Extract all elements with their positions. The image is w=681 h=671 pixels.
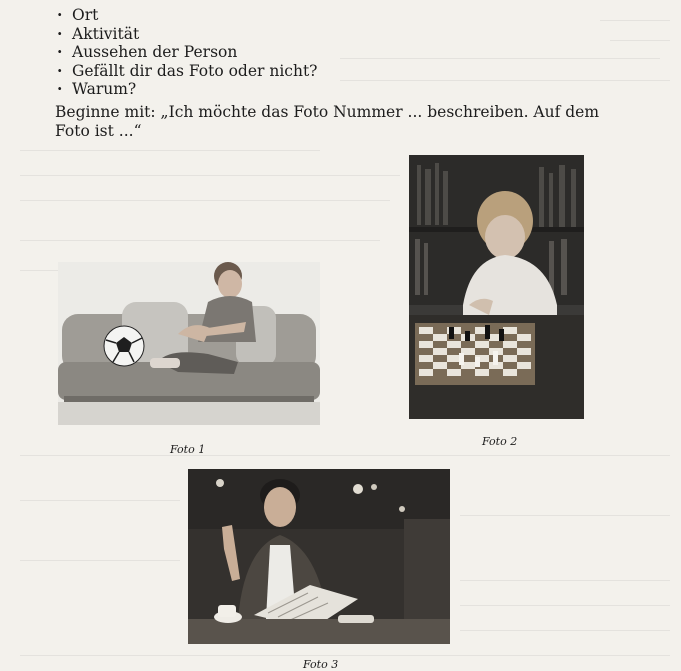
photo-3 xyxy=(188,469,450,644)
man-newspaper-image xyxy=(188,469,450,644)
bullet-item: · Warum? xyxy=(55,80,318,99)
girl-chess-image xyxy=(409,155,584,419)
task-bullet-list xyxy=(55,6,318,99)
caption-foto-3: Foto 3 xyxy=(303,658,339,671)
photo-1 xyxy=(58,262,320,425)
bullet-item: · Aussehen der Person xyxy=(55,43,318,62)
bullet-item: · Aktivität xyxy=(55,25,318,44)
caption-foto-2: Foto 2 xyxy=(482,435,518,448)
boy-on-sofa-image xyxy=(58,262,320,425)
bullet-item: · Gefällt dir das Foto oder nicht? xyxy=(55,62,318,81)
photo-2 xyxy=(409,155,584,419)
bullet-item: · Ort xyxy=(55,6,318,25)
caption-foto-1: Foto 1 xyxy=(170,443,206,456)
task-intro-text: Beginne mit: „Ich möchte das Foto Nummer ... beschreiben. Auf dem Foto ist ...“ xyxy=(55,103,600,140)
